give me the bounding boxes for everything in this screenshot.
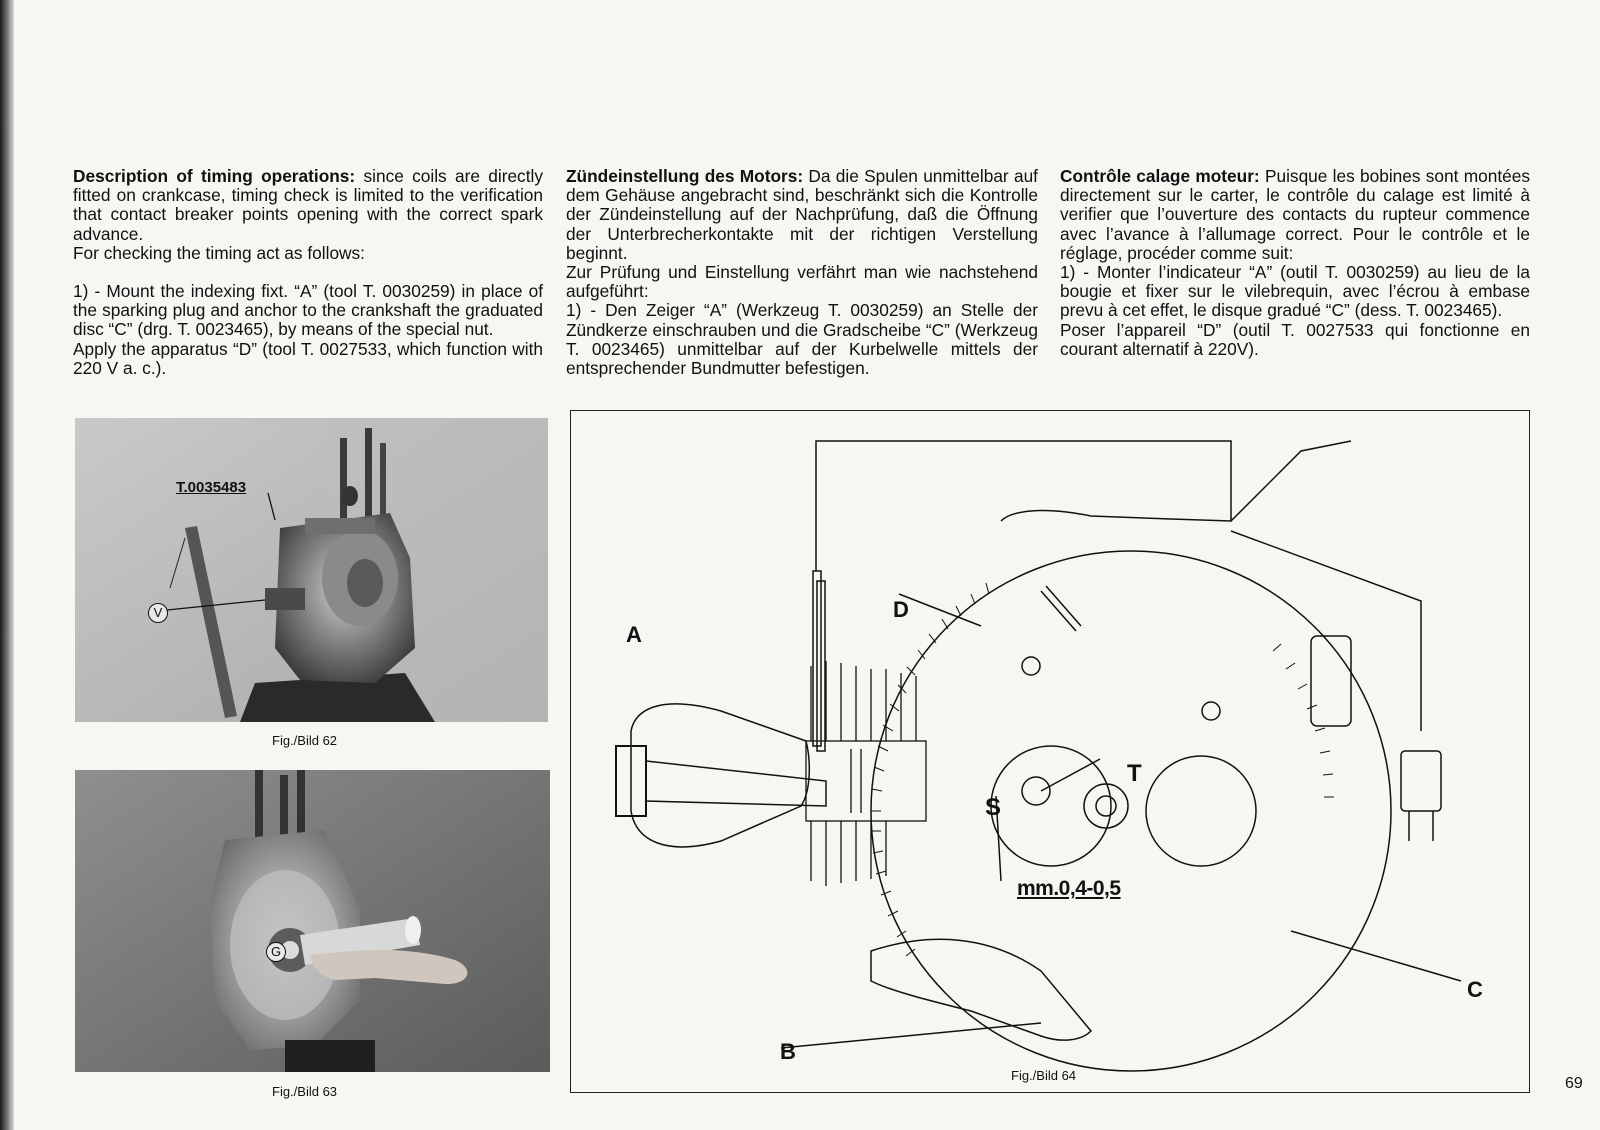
french-apply: Poser l’appareil “D” (outil T. 0027533 qui fonctionne en courant alternatif à 220V). <box>1060 319 1530 359</box>
french-column <box>1060 167 1530 359</box>
english-checking: For checking the timing act as follows: <box>73 242 365 263</box>
page-number: 69 <box>1565 1075 1583 1092</box>
graduated-disc <box>871 551 1391 1071</box>
english-intro <box>73 167 543 244</box>
french-intro-text: Puisque les bobines sont montées directement sur le carter, le contrôle du calage est limité à verifier que l’ouverture des contacts du rupteur commence avec l’avance à l’allumage correct. Pour le contrôle et le réglage, procéder comme suit: <box>1060 166 1530 263</box>
german-heading: Zündeinstellung des Motors: <box>566 166 804 186</box>
german-column <box>566 167 1038 378</box>
french-intro <box>1060 167 1530 263</box>
label-s: S <box>985 794 1002 821</box>
caption-fig-64: Fig./Bild 64 <box>1011 1068 1077 1083</box>
label-d: D <box>893 597 909 622</box>
german-step1: 1) - Den Zeiger “A” (Werkzeug T. 0030259) an Stelle der Zündkerze einschrauben und die Gradscheibe “C” (Werkzeug T. 0023465) unmittelbar auf der Kurbelwelle mittels der entsprechender Bundmutter befestigen. <box>566 300 1038 379</box>
page-binding-shadow <box>0 0 14 1130</box>
label-b: B <box>780 1039 796 1064</box>
english-column <box>73 167 543 378</box>
label-a: A <box>626 622 642 647</box>
callout-v: V <box>148 603 168 623</box>
tool-number-label: T.0035483 <box>176 479 247 496</box>
english-apply: Apply the apparatus “D” (tool T. 0027533, which function with 220 V a. c.). <box>73 338 543 378</box>
french-heading: Contrôle calage moteur: <box>1060 166 1260 186</box>
french-step1: 1) - Monter l’indicateur “A” (outil T. 0030259) au lieu de la bougie et fixer sur le vilebrequin, avec l’écrou à embase prevu à cet effet, le disque gradué “C” (dess. T. 0023465). <box>1060 262 1530 321</box>
label-t: T <box>1127 760 1142 787</box>
photo-fig-62 <box>75 418 548 722</box>
english-heading: Description of timing operations: <box>73 166 356 186</box>
german-checking: Zur Prüfung und Einstellung verfährt man wie nachstehend aufgeführt: <box>566 262 1038 302</box>
callout-g: G <box>266 942 286 962</box>
label-c: C <box>1467 977 1483 1002</box>
caption-fig-62: Fig./Bild 62 <box>272 733 338 748</box>
caption-fig-63: Fig./Bild 63 <box>272 1084 338 1099</box>
english-intro-text: since coils are directly fitted on crankcase, timing check is limited to the verification that contact breaker points opening with the correct spark advance. <box>73 166 543 244</box>
gap-measurement: mm.0,4-0,5 <box>1017 877 1121 900</box>
diagram-fig-64 <box>570 410 1530 1093</box>
german-intro <box>566 167 1038 263</box>
german-intro-text: Da die Spulen unmittelbar auf dem Gehäuse angebracht sind, beschränkt sich die Kontrolle der Zündeinstellung auf der Nachprüfung, daß die Öffnung der Unterbrecherkontakte mit der richtigen Verstellung beginnt. <box>566 166 1038 263</box>
photo-fig-63 <box>75 770 550 1072</box>
english-step1: 1) - Mount the indexing fixt. “A” (tool T. 0030259) in place of the sparking plug and anchor to the crankshaft the graduated disc “C” (drg. T. 0023465), by means of the special nut. <box>73 281 543 340</box>
